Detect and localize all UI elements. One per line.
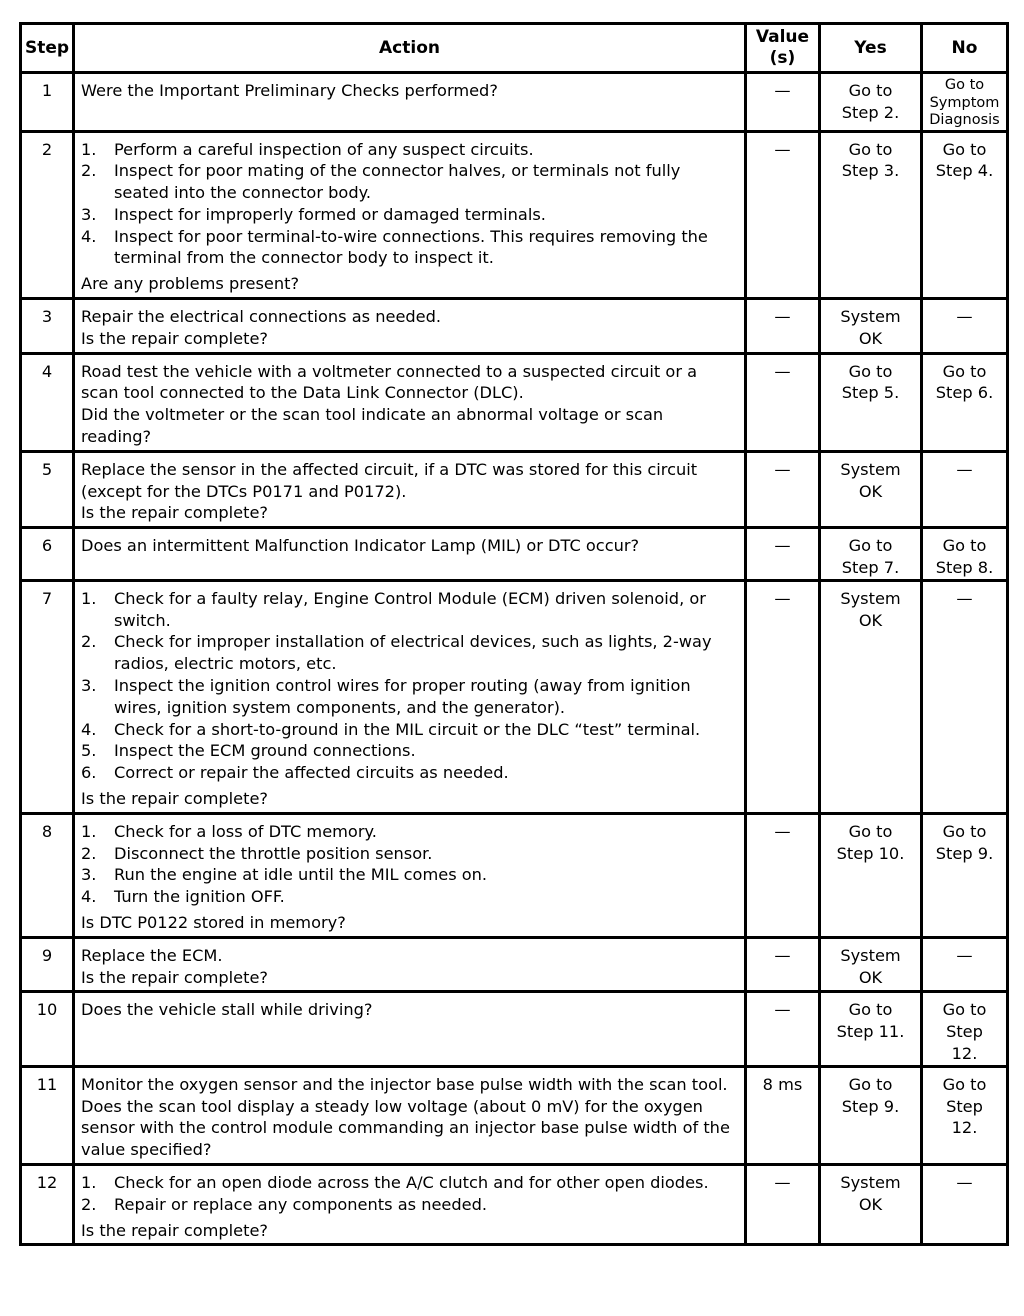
no-line: Step 6.: [935, 383, 994, 403]
action-step-text: Inspect for poor terminal-to-wire connections. This requires removing the terminal from the connector body to inspect it.: [114, 226, 708, 268]
header-value-line1: Value: [755, 27, 810, 47]
table-row: [21, 299, 1008, 354]
value-cell: —: [746, 353, 820, 451]
yes-line: Go to: [848, 1000, 893, 1020]
action-step-text: Check for an open diode across the A/C clutch and for other open diodes.: [114, 1172, 709, 1192]
table-row: [21, 1164, 1008, 1244]
table-row: [21, 992, 1008, 1066]
no-line: Step 9.: [935, 843, 994, 863]
yes-line: Step 7.: [841, 558, 900, 578]
yes-line: Step 10.: [836, 843, 905, 863]
action-step-number: 6.: [81, 763, 97, 783]
action-step-item: [81, 740, 738, 762]
diagnostic-table: [19, 22, 1009, 1246]
no-line: 12.: [951, 1043, 978, 1063]
action-step-text: Turn the ignition OFF.: [114, 887, 285, 907]
no-line: Go to: [944, 77, 985, 93]
action-step-text: Inspect the ECM ground connections.: [114, 741, 416, 761]
action-text: [81, 80, 738, 102]
value-cell: —: [746, 528, 820, 581]
table-row: [21, 937, 1008, 992]
action-line: Does the vehicle stall while driving?: [81, 1000, 373, 1020]
yes-cell: [820, 937, 922, 992]
action-step-text: Inspect for poor mating of the connector halves, or terminals not fully seated into the connector body.: [114, 161, 681, 203]
action-step-item: [81, 226, 738, 270]
action-step-item: [81, 204, 738, 226]
header-no: No: [922, 24, 1008, 73]
yes-line: Step 3.: [841, 161, 900, 181]
yes-cell: [820, 131, 922, 299]
step-number: 9: [21, 937, 74, 992]
yes-line: Go to: [848, 81, 893, 100]
step-number: 6: [21, 528, 74, 581]
no-line: Step 4.: [935, 161, 994, 181]
action-step-number: 2.: [81, 1194, 97, 1214]
yes-line: OK: [858, 1194, 883, 1214]
step-number: 3: [21, 299, 74, 354]
action-step-text: Check for a loss of DTC memory.: [114, 821, 377, 841]
action-text: [81, 1074, 738, 1161]
no-line: Step: [946, 1022, 983, 1042]
yes-cell: [820, 73, 922, 132]
no-line: Go to: [942, 821, 987, 841]
table-row: [21, 131, 1008, 299]
no-cell: [922, 131, 1008, 299]
yes-line: Go to: [848, 821, 893, 841]
action-line: Monitor the oxygen sensor and the injector base pulse width with the scan tool.: [81, 1074, 728, 1094]
action-text: [81, 361, 738, 448]
action-step-item: [81, 719, 738, 741]
action-question: Is DTC P0122 stored in memory?: [81, 913, 346, 932]
yes-line: OK: [858, 967, 883, 987]
no-line: —: [956, 1172, 973, 1192]
no-line: Step 8.: [935, 558, 994, 578]
action-steps-list: [81, 588, 738, 784]
action-step-number: 1.: [81, 821, 97, 841]
action-step-text: Correct or repair the affected circuits as needed.: [114, 763, 509, 783]
no-line: Go to: [942, 1000, 987, 1020]
yes-line: System: [840, 459, 901, 479]
yes-line: System: [840, 945, 901, 965]
value-cell: —: [746, 937, 820, 992]
action-line: Replace the sensor in the affected circuit, if a DTC was stored for this circuit (except for the DTCs P0171 and P0172).: [81, 459, 698, 501]
yes-cell: [820, 813, 922, 937]
no-cell: [922, 937, 1008, 992]
step-number: 5: [21, 451, 74, 527]
action-cell: [74, 1164, 746, 1244]
step-number: 10: [21, 992, 74, 1066]
action-cell: [74, 73, 746, 132]
step-number: 7: [21, 580, 74, 813]
action-step-text: Check for a short-to-ground in the MIL circuit or the DLC “test” terminal.: [114, 719, 701, 739]
action-step-text: Disconnect the throttle position sensor.: [114, 843, 433, 863]
action-cell: [74, 813, 746, 937]
action-step-number: 1.: [81, 588, 97, 608]
action-step-text: Run the engine at idle until the MIL comes on.: [114, 865, 488, 885]
yes-line: Step 9.: [841, 1096, 900, 1116]
no-line: Go to: [942, 139, 987, 159]
yes-cell: [820, 580, 922, 813]
action-step-number: 3.: [81, 865, 97, 885]
action-steps-list: [81, 1172, 738, 1216]
no-line: —: [956, 459, 973, 479]
value-cell: 8 ms: [746, 1066, 820, 1164]
value-cell: —: [746, 580, 820, 813]
action-cell: [74, 528, 746, 581]
step-number: 11: [21, 1066, 74, 1164]
action-step-item: [81, 886, 738, 908]
value-cell: —: [746, 992, 820, 1066]
no-cell: [922, 451, 1008, 527]
action-line: Is the repair complete?: [81, 328, 269, 348]
action-step-number: 4.: [81, 719, 97, 739]
table-body: [21, 73, 1008, 1245]
value-cell: —: [746, 451, 820, 527]
no-line: 12.: [951, 1118, 978, 1138]
header-yes: Yes: [820, 24, 922, 73]
yes-line: OK: [858, 610, 883, 630]
action-step-item: [81, 864, 738, 886]
yes-line: OK: [858, 328, 883, 348]
yes-cell: [820, 1164, 922, 1244]
action-cell: [74, 937, 746, 992]
action-cell: [74, 451, 746, 527]
no-line: Go to: [942, 1074, 987, 1094]
yes-cell: [820, 353, 922, 451]
action-step-number: 2.: [81, 161, 97, 181]
action-step-text: Inspect for improperly formed or damaged terminals.: [114, 204, 546, 224]
action-step-item: [81, 1194, 738, 1216]
action-step-item: [81, 675, 738, 719]
value-cell: —: [746, 73, 820, 132]
action-step-item: [81, 631, 738, 675]
header-value: [746, 24, 820, 73]
action-step-number: 3.: [81, 676, 97, 696]
step-number: 12: [21, 1164, 74, 1244]
yes-line: Step 5.: [841, 383, 900, 403]
action-text: [81, 999, 738, 1021]
action-text: [81, 306, 738, 350]
action-question: Is the repair complete?: [81, 789, 269, 809]
yes-line: Go to: [848, 1074, 893, 1094]
no-cell: [922, 353, 1008, 451]
table-row: [21, 580, 1008, 813]
yes-cell: [820, 992, 922, 1066]
action-text: [81, 945, 738, 989]
action-line: Repair the electrical connections as needed.: [81, 307, 442, 327]
step-number: 8: [21, 813, 74, 937]
action-step-item: [81, 160, 738, 204]
action-step-item: [81, 821, 738, 843]
action-step-number: 2.: [81, 632, 97, 652]
action-step-item: [81, 762, 738, 784]
action-step-number: 1.: [81, 139, 97, 159]
yes-cell: [820, 528, 922, 581]
action-question: Is the repair complete?: [81, 1220, 269, 1240]
yes-line: System: [840, 307, 901, 327]
no-cell: [922, 1164, 1008, 1244]
yes-cell: [820, 299, 922, 354]
action-step-text: Inspect the ignition control wires for proper routing (away from ignition wires, ignition system components, and the generator).: [114, 676, 691, 717]
no-cell: [922, 580, 1008, 813]
header-action: Action: [74, 24, 746, 73]
table-row: [21, 451, 1008, 527]
no-cell: [922, 528, 1008, 581]
yes-line: System: [840, 588, 901, 608]
table-row: [21, 813, 1008, 937]
action-step-item: [81, 843, 738, 865]
no-line: Step: [946, 1096, 983, 1116]
table-row: [21, 353, 1008, 451]
action-steps-list: [81, 821, 738, 908]
action-step-number: 2.: [81, 843, 97, 863]
yes-line: Step 2.: [841, 102, 900, 122]
yes-line: OK: [858, 481, 883, 501]
yes-line: Go to: [848, 361, 893, 381]
action-step-text: Check for a faulty relay, Engine Control Module (ECM) driven solenoid, or switch.: [114, 588, 706, 630]
action-step-text: Check for improper installation of electrical devices, such as lights, 2-way radios, electric motors, etc.: [114, 632, 712, 674]
action-line: Replace the ECM.: [81, 945, 223, 965]
action-step-number: 5.: [81, 741, 97, 761]
action-line: Does an intermittent Malfunction Indicator Lamp (MIL) or DTC occur?: [81, 536, 640, 556]
step-number: 4: [21, 353, 74, 451]
no-cell: [922, 299, 1008, 354]
value-cell: —: [746, 1164, 820, 1244]
action-text: [81, 535, 738, 557]
value-cell: —: [746, 131, 820, 299]
no-line: Go to: [942, 361, 987, 381]
no-line: Go to: [942, 536, 987, 556]
action-line: Is the repair complete?: [81, 503, 269, 523]
no-cell: [922, 73, 1008, 132]
action-line: Is the repair complete?: [81, 967, 269, 987]
action-line: Does the scan tool display a steady low voltage (about 0 mV) for the oxygen sensor with the control module commanding an injector base pulse width of the value specified?: [81, 1096, 730, 1160]
no-line: Symptom: [929, 94, 1000, 111]
action-step-text: Perform a careful inspection of any suspect circuits.: [114, 139, 534, 159]
header-step: Step: [21, 24, 74, 73]
yes-line: Step 11.: [836, 1022, 905, 1042]
no-line: —: [956, 945, 973, 965]
action-cell: [74, 1066, 746, 1164]
value-cell: —: [746, 299, 820, 354]
action-step-item: [81, 139, 738, 161]
action-step-item: [81, 1172, 738, 1194]
table-row: [21, 1066, 1008, 1164]
table-row: [21, 73, 1008, 132]
no-cell: [922, 1066, 1008, 1164]
action-steps-list: [81, 139, 738, 270]
yes-cell: [820, 1066, 922, 1164]
action-step-item: [81, 588, 738, 632]
action-step-number: 3.: [81, 204, 97, 224]
action-line: Were the Important Preliminary Checks performed?: [81, 81, 498, 100]
action-step-number: 4.: [81, 226, 97, 246]
action-step-number: 4.: [81, 887, 97, 907]
step-number: 2: [21, 131, 74, 299]
action-step-number: 1.: [81, 1172, 97, 1192]
yes-line: System: [840, 1172, 901, 1192]
header-value-line2: (s): [769, 48, 796, 68]
yes-cell: [820, 451, 922, 527]
step-number: 1: [21, 73, 74, 132]
action-cell: [74, 131, 746, 299]
table-row: [21, 528, 1008, 581]
action-cell: [74, 353, 746, 451]
no-line: Diagnosis: [929, 112, 1000, 128]
action-line: Did the voltmeter or the scan tool indicate an abnormal voltage or scan reading?: [81, 405, 664, 447]
yes-line: Go to: [848, 139, 893, 159]
action-question: Are any problems present?: [81, 274, 300, 294]
action-cell: [74, 580, 746, 813]
action-cell: [74, 299, 746, 354]
yes-line: Go to: [848, 536, 893, 556]
no-line: —: [956, 307, 973, 327]
no-cell: [922, 813, 1008, 937]
action-line: Road test the vehicle with a voltmeter connected to a suspected circuit or a scan tool connected to the Data Link Connector (DLC).: [81, 361, 698, 403]
value-cell: —: [746, 813, 820, 937]
action-step-text: Repair or replace any components as needed.: [114, 1194, 488, 1214]
action-text: [81, 459, 738, 524]
no-cell: [922, 992, 1008, 1066]
header-row: [21, 24, 1008, 73]
no-line: —: [956, 588, 973, 608]
action-cell: [74, 992, 746, 1066]
